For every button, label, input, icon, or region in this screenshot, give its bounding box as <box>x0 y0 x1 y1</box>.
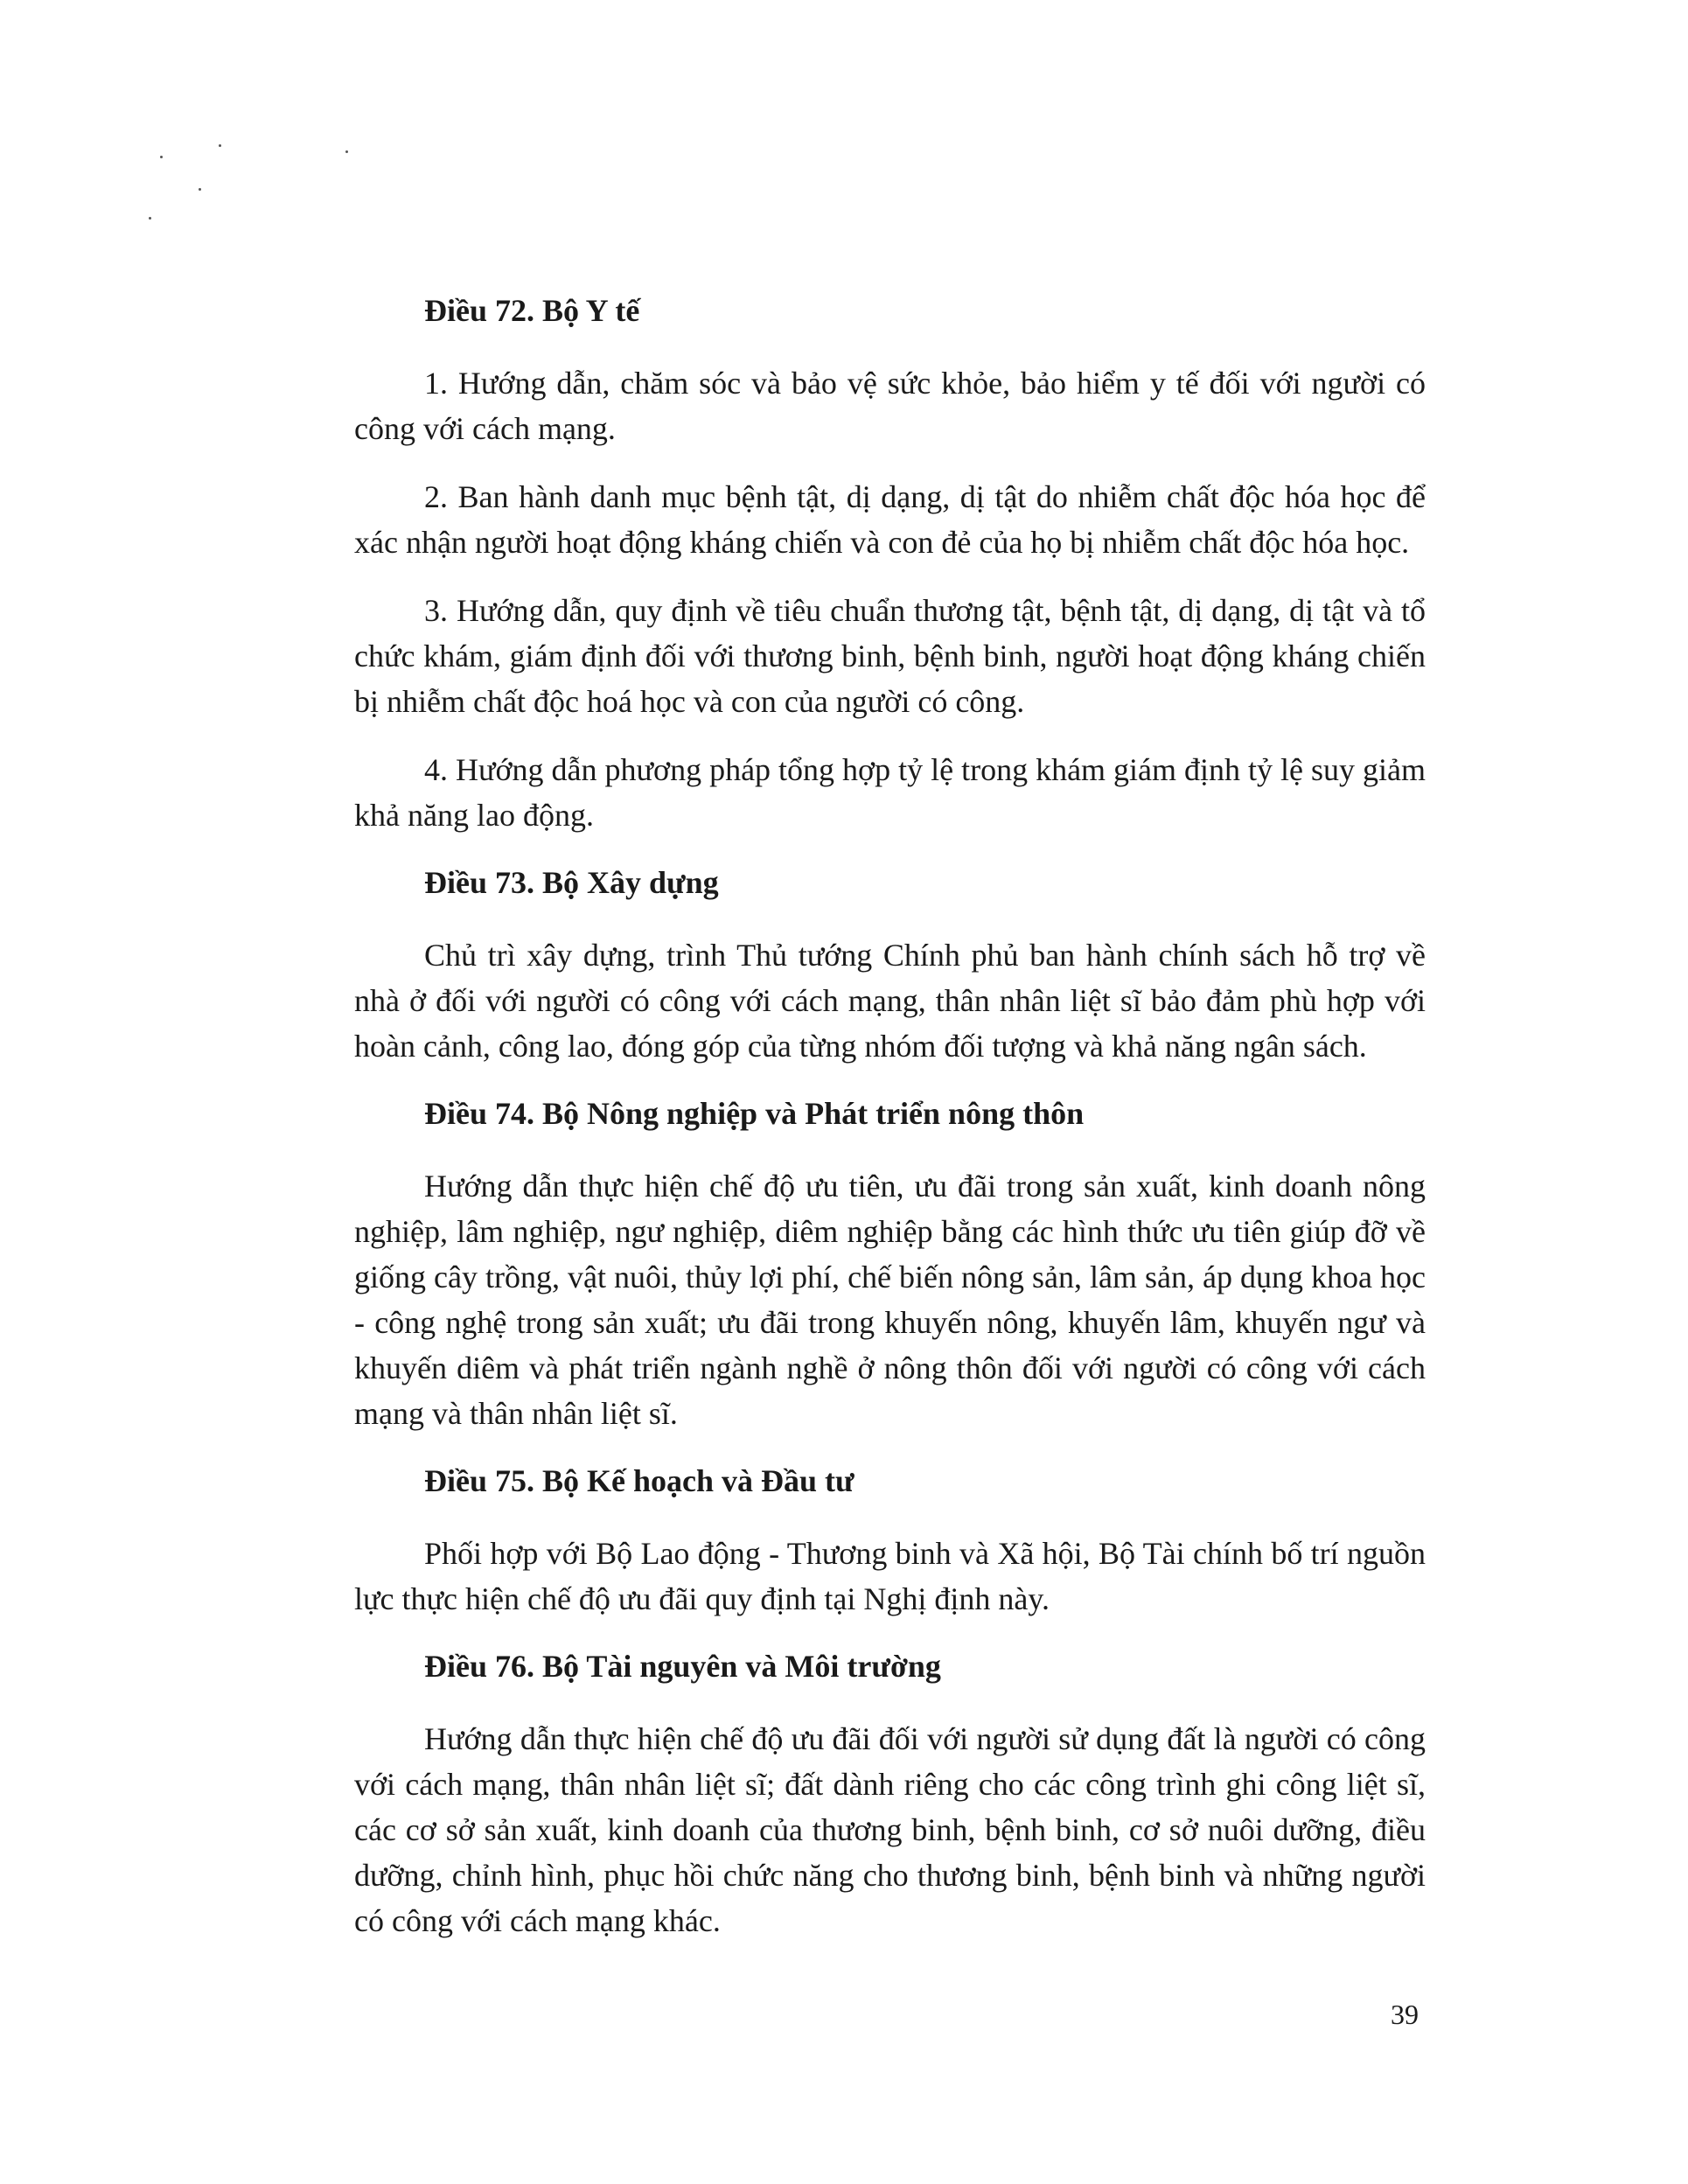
article-heading: Điều 72. Bộ Y tế <box>424 293 640 328</box>
scan-speck <box>219 144 221 147</box>
article-paragraph: Hướng dẫn thực hiện chế độ ưu đãi đối với người sử dụng đất là người có công với cách mạng, thân nhân liệt sĩ; đất dành riêng cho các công trình ghi công liệt sĩ, các cơ sở sản xuất, kinh doanh của thương binh, bệnh binh, cơ sở nuôi dưỡng, điều dưỡng, chỉnh hình, phục hồi chức năng cho thương binh, bệnh binh và những người có công với cách mạng khác. <box>354 1721 1426 1938</box>
document-page <box>354 289 1426 1966</box>
scan-speck <box>345 150 348 153</box>
scan-speck <box>199 188 201 191</box>
article-72 <box>354 289 1426 838</box>
article-paragraph: Phối hợp với Bộ Lao động - Thương binh và Xã hội, Bộ Tài chính bố trí nguồn lực thực hiện chế độ ưu đãi quy định tại Nghị định này. <box>354 1536 1426 1616</box>
article-paragraph: Hướng dẫn thực hiện chế độ ưu tiên, ưu đãi trong sản xuất, kinh doanh nông nghiệp, lâm nghiệp, ngư nghiệp, diêm nghiệp bằng các hình thức ưu tiên giúp đỡ về giống cây trồng, vật nuôi, thủy lợi phí, chế biến nông sản, lâm sản, áp dụng khoa học - công nghệ trong sản xuất; ưu đãi trong khuyến nông, khuyến lâm, khuyến ngư và khuyến diêm và phát triển ngành nghề ở nông thôn đối với người có công với cách mạng và thân nhân liệt sĩ. <box>354 1169 1426 1431</box>
article-heading: Điều 74. Bộ Nông nghiệp và Phát triển nông thôn <box>424 1096 1085 1131</box>
article-76 <box>354 1644 1426 1943</box>
article-paragraph: 2. Ban hành danh mục bệnh tật, dị dạng, dị tật do nhiễm chất độc hóa học để xác nhận người hoạt động kháng chiến và con đẻ của họ bị nhiễm chất độc hóa học. <box>354 479 1426 560</box>
scan-speck <box>160 156 163 158</box>
article-heading: Điều 75. Bộ Kế hoạch và Đầu tư <box>424 1463 854 1498</box>
article-heading: Điều 76. Bộ Tài nguyên và Môi trường <box>424 1649 941 1684</box>
article-paragraph: 4. Hướng dẫn phương pháp tổng hợp tỷ lệ trong khám giám định tỷ lệ suy giảm khả năng lao động. <box>354 752 1426 833</box>
scan-speck <box>149 217 151 220</box>
article-74 <box>354 1092 1426 1436</box>
article-heading: Điều 73. Bộ Xây dựng <box>424 865 719 900</box>
page-number: 39 <box>1391 1999 1419 2030</box>
article-73 <box>354 861 1426 1069</box>
article-paragraph: 1. Hướng dẫn, chăm sóc và bảo vệ sức khỏe, bảo hiểm y tế đối với người có công với cách mạng. <box>354 366 1426 446</box>
article-paragraph: Chủ trì xây dựng, trình Thủ tướng Chính phủ ban hành chính sách hỗ trợ về nhà ở đối với người có công với cách mạng, thân nhân liệt sĩ bảo đảm phù hợp với hoàn cảnh, công lao, đóng góp của từng nhóm đối tượng và khả năng ngân sách. <box>354 938 1426 1064</box>
article-75 <box>354 1459 1426 1622</box>
article-paragraph: 3. Hướng dẫn, quy định về tiêu chuẩn thương tật, bệnh tật, dị dạng, dị tật và tổ chức khám, giám định đối với thương binh, bệnh binh, người hoạt động kháng chiến bị nhiễm chất độc hoá học và con của người có công. <box>354 593 1426 719</box>
